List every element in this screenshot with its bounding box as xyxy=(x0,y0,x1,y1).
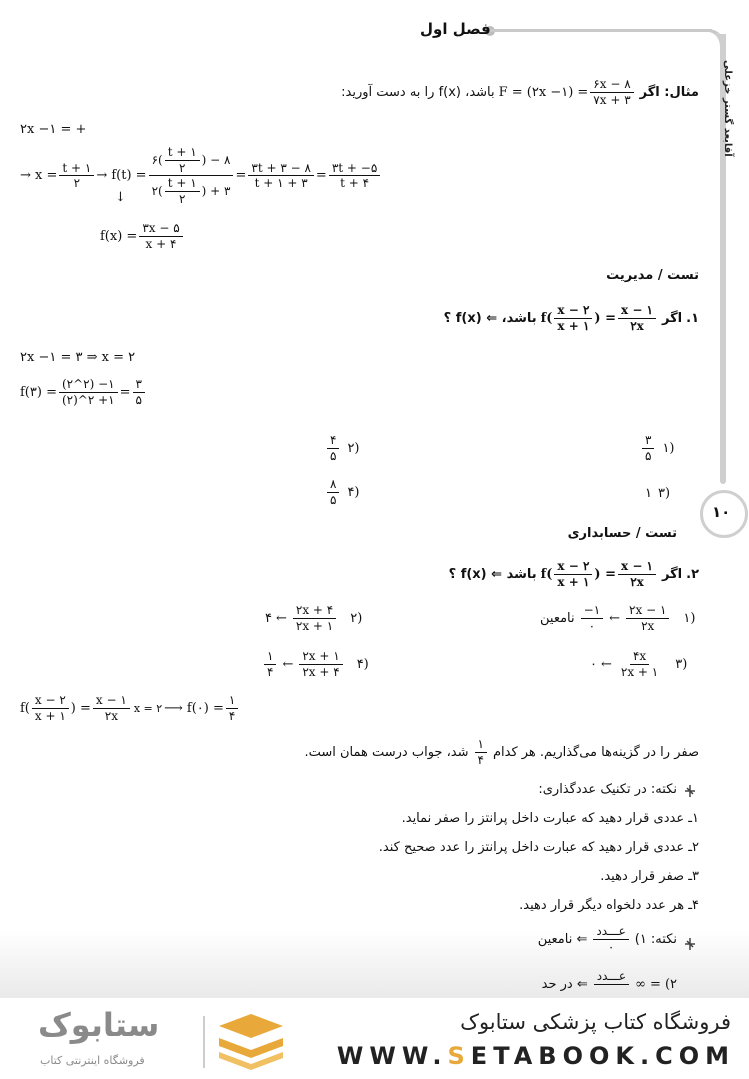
note2-line2-num: عـــدد xyxy=(594,970,629,985)
q2-work-arrow: ⟶ f(۰) = xyxy=(164,700,224,716)
header-rule xyxy=(490,29,712,35)
q2-expr xyxy=(541,560,658,588)
example-line1: ۲x −۱ = + xyxy=(20,122,87,137)
q1-suffix: باشد، ⇐ f(x) ؟ xyxy=(443,310,537,326)
example-s2-den: t + ۱ + ۳ xyxy=(254,176,308,191)
q2-work-in-den: x + ۱ xyxy=(34,708,66,723)
q1-work2-eq: = xyxy=(119,384,131,400)
q1-opt3-label: ۳) xyxy=(657,486,671,501)
q1-mid: ) = xyxy=(594,310,616,326)
q2-opt1-label: ۱) xyxy=(683,610,696,626)
q2-in-den: x + ۱ xyxy=(557,574,590,589)
q2-opt1-num: ۲x − ۱ xyxy=(626,604,669,619)
example-t-frac xyxy=(59,162,94,190)
chapter-title: فصل اول xyxy=(420,20,491,38)
example-step1-frac xyxy=(149,146,234,205)
q1-opt4-den: ۵ xyxy=(330,492,337,507)
q1-opt2-label: ۲) xyxy=(347,440,360,456)
example-F-num: ۶x − ۸ xyxy=(590,78,633,93)
q2-work-res-num: ۱ xyxy=(226,694,238,709)
example-s1-inner-den2: ۲ xyxy=(178,191,186,206)
footer-url-t: T xyxy=(493,1042,514,1070)
example-down-arrow: ↓ xyxy=(115,190,126,205)
q1-f: f( xyxy=(540,310,553,326)
q2-opt4-rnum: ۱ xyxy=(264,650,276,665)
note2-line2-lhs: ∞ = xyxy=(635,976,661,992)
example-s1-inner-num2: t + ۱ xyxy=(165,177,200,192)
q2-opt2-arrow: ← xyxy=(275,610,287,626)
q1-option-1[interactable] xyxy=(640,434,675,462)
q2-f: f( xyxy=(540,566,553,582)
q1-work2-rden: ۵ xyxy=(135,392,142,407)
note2-frac-den: ۰ xyxy=(607,939,615,954)
q1-work2-rnum: ۳ xyxy=(133,378,145,393)
note2-bullet-icon xyxy=(683,936,697,955)
explanation-text-a: صفر را در گزینه‌ها می‌گذاریم. هر کدام xyxy=(492,744,699,760)
q2-opt1-arrow: ← xyxy=(609,610,621,626)
example-F-den: ۷x + ۳ xyxy=(593,92,631,107)
example-prefix: مثال: اگر xyxy=(639,84,699,100)
note1-item-1: ۱ـ عددی قرار دهید که عبارت داخل پرانتز را صفر نماید. xyxy=(401,811,699,826)
q2-statement xyxy=(449,560,699,588)
q2-opt4-num: ۲x + ۱ xyxy=(299,650,342,665)
example-suffix: باشد، f(x) را به دست آورید: xyxy=(341,84,495,100)
q2-work xyxy=(20,694,240,722)
q2-opt1-rnum: −۱ xyxy=(581,604,604,619)
q2-opt2-label: ۲) xyxy=(350,610,363,626)
note2-frac-num: عـــدد xyxy=(593,925,628,940)
q2-work-rhs-den: ۲x xyxy=(104,708,118,723)
q2-opt4-label: ۴) xyxy=(356,656,369,672)
q1-number: ۱. xyxy=(686,310,699,326)
example-s3-den: t + ۴ xyxy=(340,176,370,191)
q2-work-in-num: x − ۲ xyxy=(32,694,69,709)
logo-tagline: فروشگاه اینترنتی کتاب xyxy=(40,1054,145,1067)
example-s1-inner-num: t + ۱ xyxy=(165,146,200,161)
note1-bullet-icon xyxy=(683,783,697,802)
section1-title: تست / مدیریت xyxy=(606,268,699,283)
q2-opt1-result: نامعین xyxy=(540,610,575,626)
footer-url-s: S xyxy=(447,1042,471,1070)
q1-opt3-text: ۱ xyxy=(645,486,652,501)
note1-item-2: ۲ـ عددی قرار دهید که عبارت داخل پرانتز را عدد صحیح کند. xyxy=(378,840,699,855)
side-title: آقابعد گستر خزعلی xyxy=(722,60,733,157)
q1-in-num: x − ۲ xyxy=(554,304,592,319)
q1-rhs-den: ۲x xyxy=(630,318,644,333)
note2-result: ⇐ نامعین xyxy=(537,931,588,947)
q1-opt1-num: ۳ xyxy=(642,434,654,449)
q1-statement xyxy=(444,304,699,332)
page-number: ۱۰ xyxy=(712,503,731,521)
example-s1-coef: ۶( xyxy=(151,152,163,167)
q1-opt2-num: ۴ xyxy=(327,434,339,449)
logo-icon xyxy=(215,1012,287,1076)
q2-opt3-den: ۲x + ۱ xyxy=(620,664,659,679)
footer-url-e: E xyxy=(470,1042,494,1070)
q1-in-den: x + ۱ xyxy=(557,318,590,333)
explanation-frac-num: ۱ xyxy=(475,738,487,753)
example-eq1: = xyxy=(235,168,247,184)
q2-in-num: x − ۲ xyxy=(554,560,592,575)
example-F-lhs: F = (۲x −۱) = xyxy=(498,84,589,100)
q2-opt1-rden: ۰ xyxy=(588,618,596,633)
note1-item-4: ۴ـ هر عدد دلخواه دیگر قرار دهید. xyxy=(519,898,699,913)
explanation-text-b: شد، جواب درست همان است. xyxy=(304,744,469,760)
footer-url-post: BOOK.COM xyxy=(538,1042,735,1070)
example-step3-frac xyxy=(329,162,380,190)
note2-line1 xyxy=(538,925,677,953)
q2-work-res-den: ۴ xyxy=(228,708,236,723)
example-s1-inner-den: ۲ xyxy=(178,160,186,175)
example-result-den: x + ۴ xyxy=(145,236,177,251)
example-statement xyxy=(341,78,699,106)
q2-opt2-result: ۴ xyxy=(265,610,272,626)
q1-opt4-label: ۴) xyxy=(347,484,360,500)
q1-work2 xyxy=(20,378,147,406)
example-F-expr xyxy=(499,78,636,106)
footer xyxy=(0,998,749,1079)
footer-store-name: فروشگاه کتاب پزشکی ستابوک xyxy=(460,1010,731,1034)
q2-option-2[interactable] xyxy=(265,604,362,632)
q2-opt2-den: ۲x + ۱ xyxy=(295,618,334,633)
example-result-num: ۳x − ۵ xyxy=(139,222,182,237)
q1-opt1-den: ۵ xyxy=(645,448,652,463)
example-s2-num: ۳t + ۳ − ۸ xyxy=(248,162,314,177)
q2-rhs-num: x − ۱ xyxy=(618,560,656,575)
q2-opt1-den: ۲x xyxy=(641,618,655,633)
explanation xyxy=(304,738,699,766)
explanation-frac-den: ۴ xyxy=(477,752,484,767)
q2-suffix: باشد ⇐ f(x) ؟ xyxy=(448,566,537,582)
q2-opt3-arrow: ← xyxy=(600,656,612,672)
example-s1-tail: ) − ۸ xyxy=(201,152,231,167)
footer-url[interactable] xyxy=(337,1042,735,1070)
note1-heading: نکته: در تکنیک عددگذاری: xyxy=(538,782,677,797)
note1-item-3: ۳ـ صفر قرار دهید. xyxy=(600,869,699,884)
logo-word: ستابوک xyxy=(38,1006,160,1044)
q1-work2-den: (۲)^۲ +۱ xyxy=(61,392,115,407)
note2-heading: نکته: ۱) xyxy=(634,931,677,947)
example-s1-coef2: ۲( xyxy=(151,183,163,198)
q2-work-lhs: f( xyxy=(20,700,30,716)
footer-url-a: A xyxy=(513,1042,539,1070)
q1-opt1-label: ۱) xyxy=(662,440,675,456)
q2-opt3-result: ۰ xyxy=(590,656,597,672)
q2-opt4-arrow: ← xyxy=(282,656,294,672)
example-t-num: t + ۱ xyxy=(59,162,94,177)
q1-work2-num: (۲^۲) −۱ xyxy=(59,378,118,393)
q1-option-4[interactable] xyxy=(325,478,360,506)
q2-opt3-num: ۴x xyxy=(630,650,649,665)
q2-opt4-rden: ۴ xyxy=(267,664,274,679)
q2-option-3[interactable] xyxy=(590,650,687,678)
footer-url-pre: WWW. xyxy=(336,1042,448,1070)
q1-work2-lhs: f(۳) = xyxy=(20,384,57,400)
q2-option-1[interactable] xyxy=(540,604,695,632)
note2-line2-label: ۲) xyxy=(664,976,677,992)
q2-prefix: اگر xyxy=(662,566,683,582)
example-arrow-f: → f(t) = xyxy=(96,168,147,184)
q2-opt2-num: ۲x + ۴ xyxy=(293,604,336,619)
q2-number: ۲. xyxy=(686,566,699,582)
q1-prefix: اگر xyxy=(662,310,683,326)
q1-rhs-num: x − ۱ xyxy=(618,304,656,319)
example-F-frac xyxy=(590,78,633,106)
example-result-lhs: f(x) = xyxy=(100,228,138,244)
example-result xyxy=(100,222,185,250)
q2-work-mid: ) = xyxy=(70,700,91,716)
q2-work-arrow-label: x = ۲ xyxy=(133,701,163,715)
q1-opt2-den: ۵ xyxy=(330,448,337,463)
note2-line2 xyxy=(542,970,677,998)
q2-opt3-label: ۳) xyxy=(675,656,688,672)
example-eq2: = xyxy=(315,168,327,184)
q2-option-4[interactable] xyxy=(262,650,369,678)
example-arrow-x: → x = xyxy=(20,168,58,184)
example-step2-frac xyxy=(248,162,314,190)
q1-opt4-num: ۸ xyxy=(327,478,339,493)
example-derivation xyxy=(20,146,382,205)
q2-opt4-den: ۲x + ۴ xyxy=(302,664,340,679)
q2-mid: ) = xyxy=(594,566,616,582)
logo-divider xyxy=(203,1016,205,1068)
example-s3-num: ۳t + −۵ xyxy=(329,162,380,177)
q1-work1: ۲x −۱ = ۳ ⇒ x = ۲ xyxy=(20,350,136,365)
q1-expr xyxy=(541,304,658,332)
example-s1-tail2: ) + ۳ xyxy=(201,183,231,198)
section2-title: تست / حسابداری xyxy=(567,526,677,541)
q1-option-2[interactable] xyxy=(325,434,360,462)
example-t-den: ۲ xyxy=(73,176,81,191)
q2-rhs-den: ۲x xyxy=(630,574,644,589)
q1-option-3[interactable] xyxy=(645,486,670,501)
q2-work-rhs-num: x − ۱ xyxy=(93,694,130,709)
note2-line2-result: ⇐ در حد xyxy=(541,976,588,992)
